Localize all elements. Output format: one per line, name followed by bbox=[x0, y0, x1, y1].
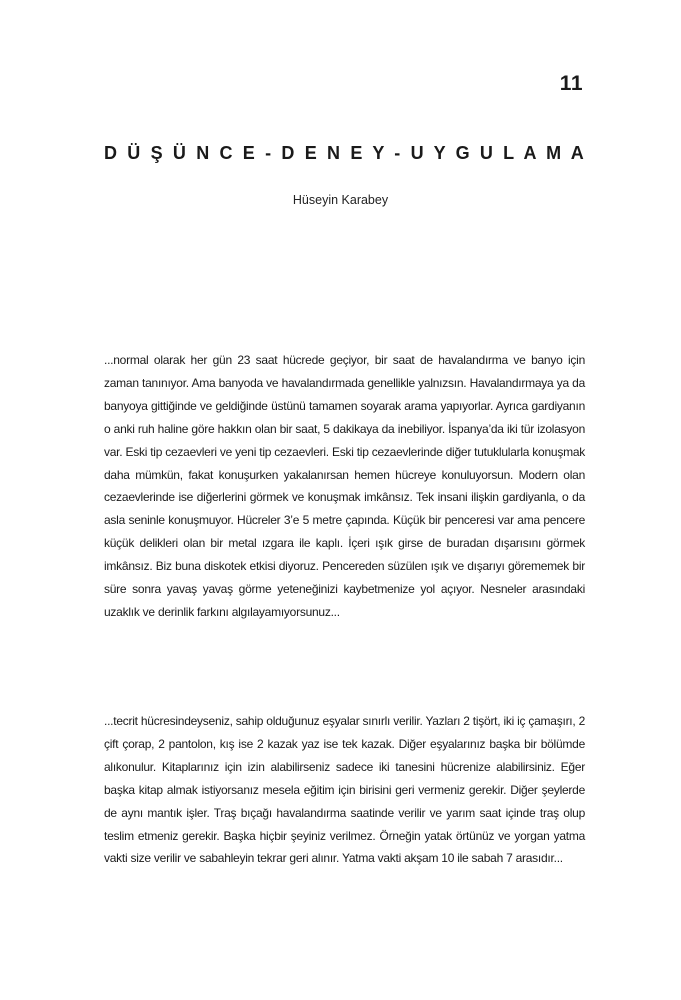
author-name: Hüseyin Karabey bbox=[292, 193, 389, 207]
chapter-title: D Ü Ş Ü N C E - D E N E Y - U Y G U L A M A bbox=[104, 143, 584, 163]
body-paragraph-1: ...normal olarak her gün 23 saat hücrede geçiyor, bir saat de havalandırma ve banyo için zaman tanınıyor. Ama banyoda ve havalandırmada genellikle yalnızsın. Havalandırmaya ya da banyoya gittiğinde ve geldiğinde üstünü tamamen soyarak arama yapıyorlar. Ayrıca gardiyanın o anki ruh haline göre hakkın olan bir saat, 5 dakikaya da inebiliyor. İspanya’da iki tür izolasyon var. Eski tip cezaevleri ve yeni tip cezaevleri. Eski tip cezaevlerinde diğer tutuklularla konuşmak daha mümkün, fakat konuşurken yakalanırsan hemen hücreye konuluyorsun. Modern olan cezaevlerinde ise diğerlerini görmek ve konuşmak imkânsız. Tek insani ilişkin gardiyanla, o da asla seninle konuşmuyor. Hücreler 3’e 5 metre çapında. Küçük bir penceresi var ama pencere küçük delikleri olan bir metal ızgara ile kaplı. İçeri ışık girse de buradan dışarısını görmek imkânsız. Biz buna diskotek etkisi diyoruz. Pencereden süzülen ışık ve dışarıyı görememek bir süre sonra yavaş yavaş görme yeteneğinizi kaybetmenize yol açıyor. Nesneler arasındaki uzaklık ve derinlik farkını algılayamıyorsunuz... bbox=[104, 353, 585, 619]
body-paragraph-2: ...tecrit hücresindeyseniz, sahip olduğunuz eşyalar sınırlı verilir. Yazları 2 tişört, iki iç çamaşırı, 2 çift çorap, 2 pantolon, kış ise 2 kazak yaz ise tek kazak. Diğer eşyalarınız başka bir bölümde alıkonulur. Kitaplarınız için izin alabilirseniz sadece iki tanesini hücrenize alabilirsiniz. Eğer başka kitap almak istiyorsanız mesela eğitim için birisini geri vermeniz gerekir. Diğer şeylerde de aynı mantık işler. Traş bıçağı havalandırma saatinde verilir ve yarım saat içinde traş olup teslim etmeniz gerekir. Başka hiçbir şeyiniz verilmez. Örneğin yatak örtünüz ve yorgan yatma vakti size verilir ve sabahleyin tekrar geri alınır. Yatma vakti akşam 10 ile sabah 7 arasıdır... bbox=[104, 714, 585, 866]
page-number: 11 bbox=[559, 72, 583, 95]
